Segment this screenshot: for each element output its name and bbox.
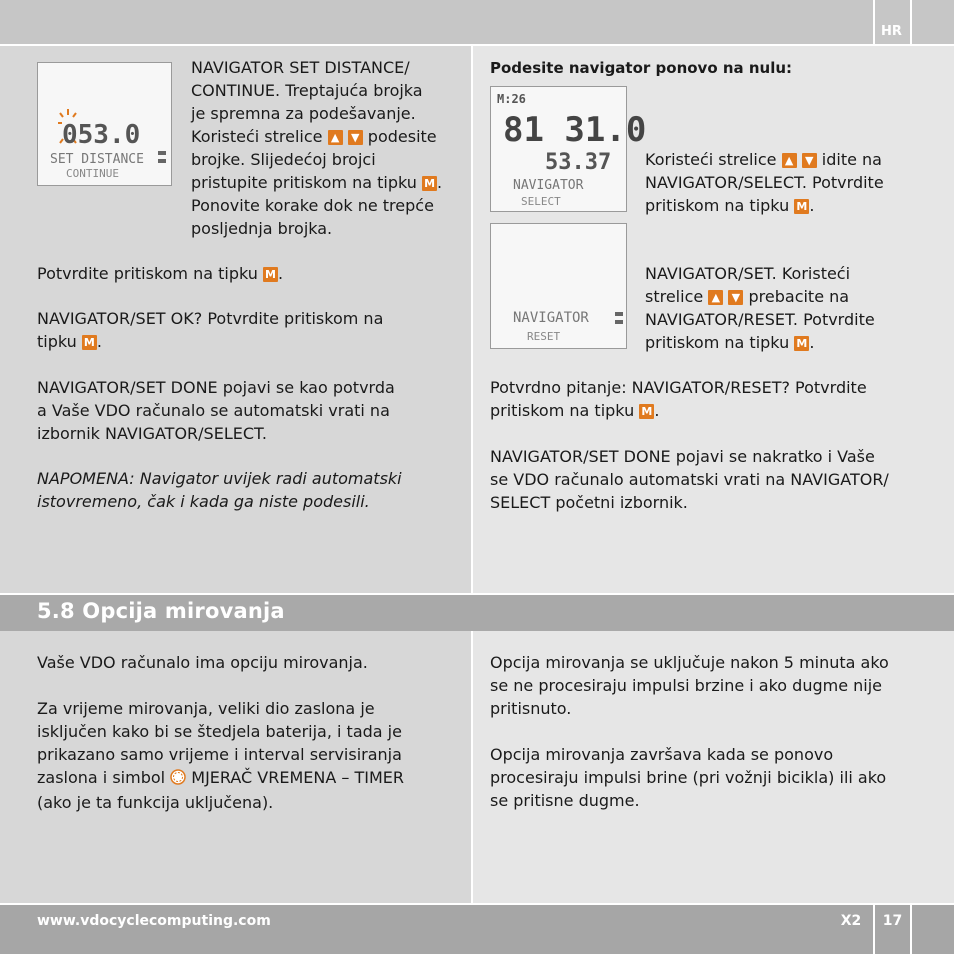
- down-arrow-icon: ▼: [348, 130, 363, 145]
- svg-text:NAVIGATOR: NAVIGATOR: [513, 178, 584, 193]
- down-arrow-icon: ▼: [728, 290, 743, 305]
- footer-bar: [0, 905, 954, 954]
- reset-done-paragraph: NAVIGATOR/SET DONE pojavi se nakratko i Vaše se VDO računalo automatski vrati na NAVIGATOR/ SELECT početni izbornik.: [490, 447, 889, 512]
- reset-heading: Podesite navigator ponovo na nulu:: [490, 59, 793, 77]
- m-button-icon: M: [794, 199, 809, 214]
- note-paragraph: NAPOMENA: Navigator uvijek radi automatski istovremeno, čak i kada ga niste podesili.: [37, 469, 402, 511]
- svg-text:81 31.0: 81 31.0: [503, 110, 647, 150]
- lcd-line1: SET DISTANCE: [50, 152, 144, 167]
- up-arrow-icon: ▲: [782, 153, 797, 168]
- set-done-paragraph: NAVIGATOR/SET DONE pojavi se kao potvrda a Vaše VDO računalo se automatski vrati na izbornik NAVIGATOR/SELECT.: [37, 378, 395, 443]
- left-top-paragraph: NAVIGATOR SET DISTANCE/ CONTINUE. Treptajuća brojka je spremna za podešavanje. Koristeći strelice ▲ ▼ podesite brojke. Slijedećoj brojci pristupite pritiskom na tipku M . Ponovite korake dok ne trepće posljednja brojka.: [191, 58, 443, 238]
- header-bar: [0, 0, 954, 44]
- stopwatch-icon: [170, 768, 186, 791]
- svg-text:SELECT: SELECT: [521, 195, 561, 208]
- svg-text:RESET: RESET: [527, 330, 561, 343]
- sleep-end: Opcija mirovanja završava kada se ponovo procesiraju impulsi brine (pri vožnji bicikla) ili ako se pritisne dugme.: [490, 745, 887, 810]
- m-button-icon: M: [82, 335, 97, 350]
- m-button-icon: M: [794, 336, 809, 351]
- lcd-navigator-reset: [490, 223, 627, 349]
- svg-text:53.37: 53.37: [545, 150, 612, 175]
- set-ok-paragraph: NAVIGATOR/SET OK? Potvrdite pritiskom na tipku M .: [37, 309, 384, 351]
- svg-text:M:26: M:26: [497, 92, 526, 106]
- lcd-set-distance: [37, 62, 172, 186]
- reset-instructions: NAVIGATOR/SET. Koristeći strelice ▲ ▼ prebacite na NAVIGATOR/RESET. Potvrdite pritiskom na tipku M .: [645, 264, 875, 352]
- page-number: 17: [882, 913, 903, 929]
- language-label: HR: [881, 24, 902, 39]
- model-label: X2: [840, 913, 862, 929]
- m-button-icon: M: [263, 267, 278, 282]
- lcd-navigator-select: [490, 86, 647, 212]
- lcd-number: 053.0: [62, 120, 141, 150]
- svg-text:NAVIGATOR: NAVIGATOR: [513, 310, 589, 326]
- confirm-paragraph: Potvrdite pritiskom na tipku M .: [37, 264, 284, 283]
- select-instructions: Koristeći strelice ▲ ▼ idite na NAVIGATOR/SELECT. Potvrdite pritiskom na tipku M .: [645, 150, 884, 215]
- sleep-activation: Opcija mirovanja se uključuje nakon 5 minuta ako se ne procesiraju impulsi brzine i ako dugme nije pritisnuto.: [490, 653, 889, 718]
- page-box: [873, 905, 912, 954]
- section-header: [0, 595, 954, 631]
- footer-url[interactable]: www.vdocyclecomputing.com: [37, 913, 271, 929]
- sleep-description: Za vrijeme mirovanja, veliki dio zaslona je isključen kako bi se štedjela baterija, i tada je prikazano samo vrijeme i interval servisiranja zaslona i simbol MJERAČ VREMENA – TIMER (ako je ta funkcija uključena).: [37, 699, 404, 812]
- reset-confirm-paragraph: Potvrdno pitanje: NAVIGATOR/RESET? Potvrdite pritiskom na tipku M .: [490, 378, 867, 420]
- lcd-line2: CONTINUE: [66, 167, 119, 180]
- down-arrow-icon: ▼: [802, 153, 817, 168]
- up-arrow-icon: ▲: [328, 130, 343, 145]
- section-title: 5.8 Opcija mirovanja: [37, 599, 285, 623]
- up-arrow-icon: ▲: [708, 290, 723, 305]
- m-button-icon: M: [422, 176, 437, 191]
- m-button-icon: M: [639, 404, 654, 419]
- sleep-intro: Vaše VDO računalo ima opciju mirovanja.: [37, 653, 368, 672]
